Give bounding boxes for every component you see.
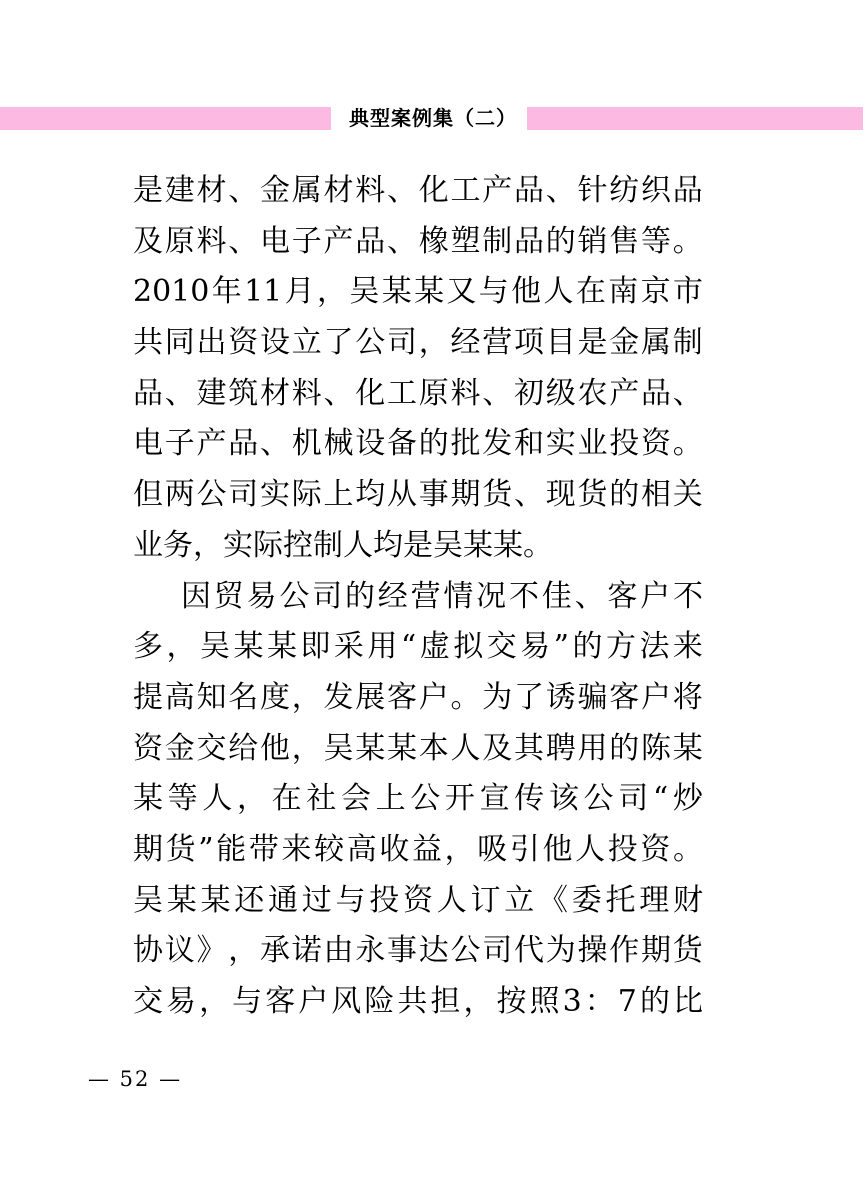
body-text-line-paragraph-start: 因 贸 易 公 司 的 经 营 情 况 不 佳 、 客 户 不 [181,578,703,614]
body-text-line: 及 原 料 、 电 子 产 品 、 橡 塑 制 品 的 销 售 等 。 [133,223,703,259]
page-number: — 52 — [88,1067,183,1091]
body-text-line: 资 金 交 给 他 ， 吴 某 某 本 人 及 其 聘 用 的 陈 某 [133,730,703,766]
body-text-line: 是 建 材 、 金 属 材 料 、 化 工 产 品 、 针 纺 织 品 [133,173,703,208]
body-text-line: 某 等 人 ， 在 社 会 上 公 开 宣 传 该 公 司 “ 炒 [133,781,703,817]
body-text-line: 但 两 公 司 实 际 上 均 从 事 期 货 、 现 货 的 相 关 [133,477,703,513]
body-text-line: 电 子 产 品 、 机 械 设 备 的 批 发 和 实 业 投 资 。 [133,426,703,462]
body-text-line: 交 易 ， 与 客 户 风 险 共 担 ， 按 照 3 ： 7 的 比 [133,984,703,1019]
body-text-line: 期 货 ” 能 带 来 较 高 收 益 ， 吸 引 他 人 投 资 。 [133,831,703,867]
body-text-line: 品 、 建 筑 材 料 、 化 工 原 料 、 初 级 农 产 品 、 [133,375,703,411]
body-text-line-paragraph-end: 业务，实际控制人均是吴某某。 [133,527,553,563]
body-text-line: 协 议 》 ， 承 诺 由 永 事 达 公 司 代 为 操 作 期 货 [133,933,703,969]
body-text-line: 多 ， 吴 某 某 即 采 用 “ 虚 拟 交 易 ” 的 方 法 来 [133,629,703,665]
body-text-block [133,166,703,1028]
body-text-line: 吴 某 某 还 通 过 与 投 资 人 订 立 《 委 托 理 财 [133,882,703,918]
header-band-right [527,107,863,130]
running-head-title: 典型案例集（二） [349,106,517,130]
body-text-line: 提 高 知 名 度 ， 发 展 客 户 。 为 了 诱 骗 客 户 将 [133,679,703,715]
body-text-line: 2010 年 11 月 ， 吴 某 某 又 与 他 人 在 南 京 市 [133,274,703,310]
body-text-line: 共 同 出 资 设 立 了 公 司 ， 经 营 项 目 是 金 属 制 [133,325,703,361]
